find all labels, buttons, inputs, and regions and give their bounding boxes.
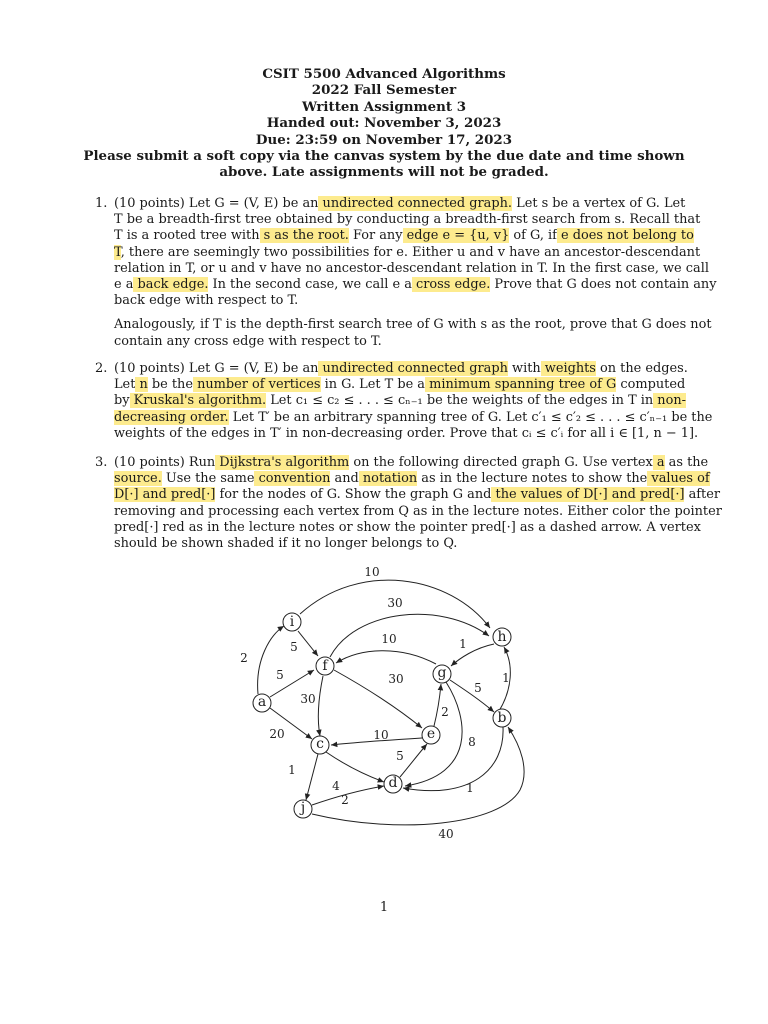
weight-h-b: 1 bbox=[502, 671, 510, 685]
node-label: d bbox=[388, 775, 398, 791]
weight-j-b: 40 bbox=[438, 827, 454, 841]
highlight: a bbox=[652, 455, 665, 470]
highlight: Kruskal's algorithm. bbox=[129, 393, 267, 409]
weight-h-g: 1 bbox=[459, 637, 467, 651]
highlight: source. bbox=[114, 471, 162, 487]
problem-number: 1. bbox=[95, 196, 108, 211]
highlight: D[·] and pred[·] bbox=[114, 487, 216, 503]
edge-i-f bbox=[298, 631, 318, 656]
weight-a-f: 5 bbox=[276, 668, 284, 682]
highlight: cross edge. bbox=[411, 277, 491, 293]
node-label: f bbox=[322, 658, 328, 674]
weight-c-j: 1 bbox=[288, 763, 296, 777]
submission-instructions: Please submit a soft copy via the canvas system by the due date and time shown bbox=[83, 148, 685, 165]
semester: 2022 Fall Semester bbox=[311, 82, 457, 99]
edge-a-i bbox=[258, 626, 284, 694]
weight-a-c: 20 bbox=[269, 727, 285, 741]
highlight: the values of D[·] and pred[·] bbox=[491, 487, 685, 503]
node-label: g bbox=[437, 665, 447, 681]
course-title: CSIT 5500 Advanced Algorithms bbox=[262, 66, 506, 82]
weight-g-f: 10 bbox=[381, 632, 397, 646]
weight-i-h: 10 bbox=[364, 565, 380, 579]
highlight: values of bbox=[647, 471, 710, 487]
edge-b-d bbox=[403, 727, 503, 791]
problem-1-part-2: Analogously, if T is the depth-first search tree of G with s as the root, prove that G does not contain any cross edge with respect to T. bbox=[114, 317, 712, 349]
highlight: notation bbox=[358, 471, 418, 487]
assignment-header bbox=[0, 66, 768, 181]
problem-number: 2. bbox=[95, 361, 108, 376]
weight-a-i: 2 bbox=[240, 651, 248, 665]
edge-f-e bbox=[334, 670, 422, 728]
node-label: i bbox=[289, 614, 295, 630]
edge-c-d bbox=[326, 752, 384, 782]
edge-weight-labels bbox=[240, 565, 510, 841]
highlight: e bbox=[556, 228, 569, 244]
highlight: decreasing order. bbox=[114, 409, 229, 425]
highlight: undirected connected graph bbox=[318, 361, 508, 376]
directed-graph-figure bbox=[230, 560, 530, 850]
highlight: edge e = {u, v} bbox=[402, 228, 510, 244]
weight-g-d: 8 bbox=[468, 735, 476, 749]
weight-g-b: 5 bbox=[474, 681, 482, 695]
weight-d-e: 5 bbox=[396, 749, 404, 763]
node-label: c bbox=[316, 736, 324, 752]
edge-j-b bbox=[312, 727, 524, 825]
highlight: Dijkstra's algorithm bbox=[215, 455, 350, 470]
highlight: weights bbox=[540, 361, 596, 376]
handed-out-date: Handed out: November 3, 2023 bbox=[266, 115, 502, 132]
node-label: e bbox=[426, 726, 436, 742]
edge-e-g bbox=[434, 684, 441, 726]
highlight: n bbox=[135, 377, 148, 393]
late-policy: above. Late assignments will not be graded. bbox=[219, 164, 549, 181]
problem-body: (10 points) Let G = (V, E) be an undirected connected graph. Let s be a vertex of G. Let T be a breadth-first tree obtained by conducting a breadth-first search from s. Recall that T is a rooted tree with s as the root. For any edge e = {u, v} of G, if e does not belong to T, there are seemingly two possibilities for e. Either u and v have an ancestor-descendant relation in T, or u and v have no ancestor-descendant relation in T. In the first case, we call e a back edge. In the second case, we call e a cross edge. Prove that G does not contain any back edge with respect to T. Analogously, if T is the depth-first search tree of G with s as the root, prove that G does not contain any cross edge with respect to T. bbox=[114, 196, 717, 349]
highlight: T bbox=[114, 244, 121, 260]
node-label: b bbox=[497, 710, 507, 726]
weight-f-c: 30 bbox=[300, 692, 316, 706]
edge-c-j bbox=[306, 754, 318, 800]
highlight: does not belong to bbox=[568, 228, 694, 244]
highlight: number of vertices bbox=[192, 377, 321, 393]
edge-f-c bbox=[318, 676, 323, 736]
assignment-title: Written Assignment 3 bbox=[301, 98, 467, 115]
highlight: convention bbox=[254, 471, 331, 487]
problem-body: (10 points) Let G = (V, E) be an undirected connected graph with weights on the edges. Let n be the number of vertices in G. Let T be a minimum spanning tree of G computed by Kruskal's algorithm. Let c₁ ≤ c₂ ≤ . . . ≤ cₙ₋₁ be the weights of the edges in T in non- decreasing order. Let T′ be an arbitrary spanning tree of G. Let c′₁ ≤ c′₂ ≤ . . . ≤ c′ₙ₋₁ be the weights of the edges in T′ in non-decreasing order. Prove that cᵢ ≤ c′ᵢ for all i ∈ [1, n − 1]. bbox=[114, 361, 713, 441]
highlight: minimum spanning tree of G bbox=[425, 377, 617, 393]
edge-d-e bbox=[400, 744, 427, 777]
edge-g-f bbox=[336, 651, 436, 664]
weight-f-h: 30 bbox=[387, 596, 403, 610]
highlight: s as the root. bbox=[259, 228, 349, 244]
weight-e-c: 10 bbox=[373, 728, 389, 742]
edge-h-g bbox=[451, 644, 494, 666]
weight-j-d: 2 bbox=[341, 793, 349, 807]
weight-e-g: 2 bbox=[441, 705, 449, 719]
node-label: a bbox=[257, 694, 267, 710]
node-label: h bbox=[497, 629, 507, 645]
highlight: non- bbox=[653, 393, 687, 409]
weight-b-d: 1 bbox=[466, 781, 474, 795]
problem-number: 3. bbox=[95, 455, 108, 470]
highlight: back edge. bbox=[133, 277, 209, 293]
weight-c-d: 4 bbox=[332, 779, 340, 793]
highlight: undirected connected graph. bbox=[318, 196, 513, 211]
page-number: 1 bbox=[379, 900, 389, 915]
edge-g-b bbox=[450, 680, 494, 712]
problem-body: (10 points) Run Dijkstra's algorithm on the following directed graph G. Use vertex a as the source. Use the same convention and notation as in the lecture notes to show the values of D[·] and pred[·] for the nodes of G. Show the graph G and the values of D[·] and pred[·] after removing and processing each vertex from Q as in the lecture notes. Either color the pointer pred[·] red as in the lecture notes or show the pointer pred[·] as a dashed arrow. A vertex should be shown shaded if it no longer belongs to Q. bbox=[114, 455, 722, 552]
weight-f-e: 30 bbox=[388, 672, 404, 686]
node-label: j bbox=[300, 800, 306, 816]
weight-i-f: 5 bbox=[290, 640, 298, 654]
due-date: Due: 23:59 on November 17, 2023 bbox=[255, 131, 513, 148]
